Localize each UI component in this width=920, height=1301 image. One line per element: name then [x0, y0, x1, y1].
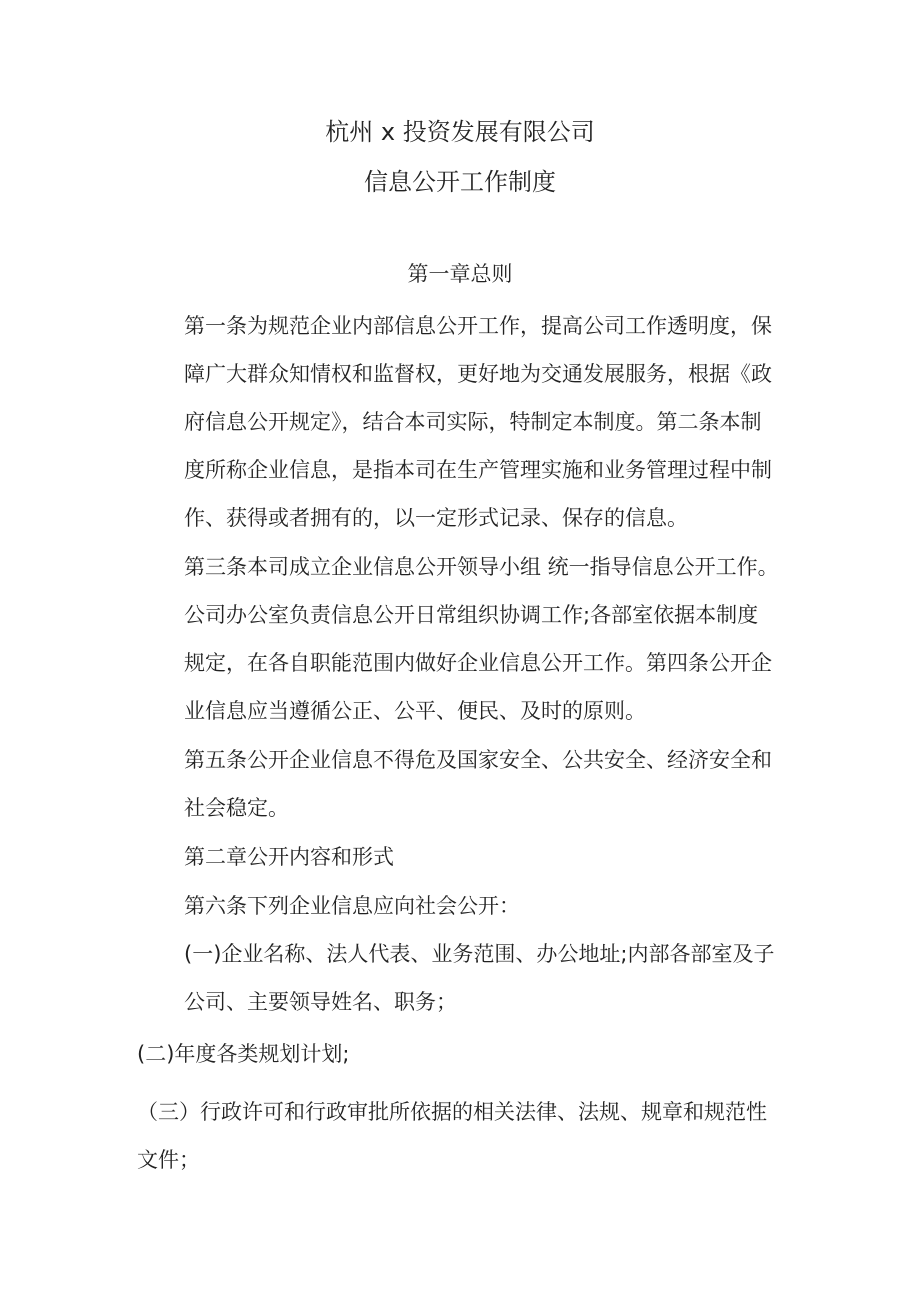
document-title-policy: 信息公开工作制度 [364, 168, 556, 196]
paragraph-line: 障广大群众知情权和监督权，更好地为交通发展服务，根据《政 [184, 362, 772, 386]
paragraph-line: 社会稳定。 [184, 796, 289, 820]
paragraph-line: 作、获得或者拥有的，以一定形式记录、保存的信息。 [184, 506, 688, 530]
list-item-line: (一)企业名称、法人代表、业务范围、办公地址;内部各部室及子 [184, 942, 775, 966]
paragraph-line: 第三条本司成立企业信息公开领导小组 统一指导信息公开工作。 [184, 555, 779, 579]
paragraph-line: 业信息应当遵循公正、公平、便民、及时的原则。 [184, 699, 646, 723]
list-item-line: (二)年度各类规划计划; [137, 1042, 350, 1066]
list-item-line: 文件； [137, 1148, 200, 1172]
paragraph-line: 规定，在各自职能范围内做好企业信息公开工作。第四条公开企 [184, 651, 772, 675]
chapter-heading-2: 第二章公开内容和形式 [184, 845, 394, 869]
paragraph-line: 第一条为规范企业内部信息公开工作，提高公司工作透明度，保 [184, 314, 772, 338]
document-title-company: 杭州 x 投资发展有限公司 [325, 118, 595, 146]
list-item-line: 公司、主要领导姓名、职务； [184, 990, 457, 1014]
list-item-line: （三）行政许可和行政审批所依据的相关法律、法规、规章和规范性 [137, 1100, 767, 1124]
paragraph-line: 度所称企业信息，是指本司在生产管理实施和业务管理过程中制 [184, 458, 772, 482]
paragraph-line: 府信息公开规定》，结合本司实际，特制定本制度。第二条本制 [184, 410, 762, 434]
paragraph-line: 第六条下列企业信息应向社会公开： [184, 894, 520, 918]
paragraph-line: 公司办公室负责信息公开日常组织协调工作;各部室依据本制度 [184, 603, 759, 627]
chapter-heading-1: 第一章总则 [407, 262, 513, 286]
paragraph-line: 第五条公开企业信息不得危及国家安全、公共安全、经济安全和 [184, 748, 772, 772]
